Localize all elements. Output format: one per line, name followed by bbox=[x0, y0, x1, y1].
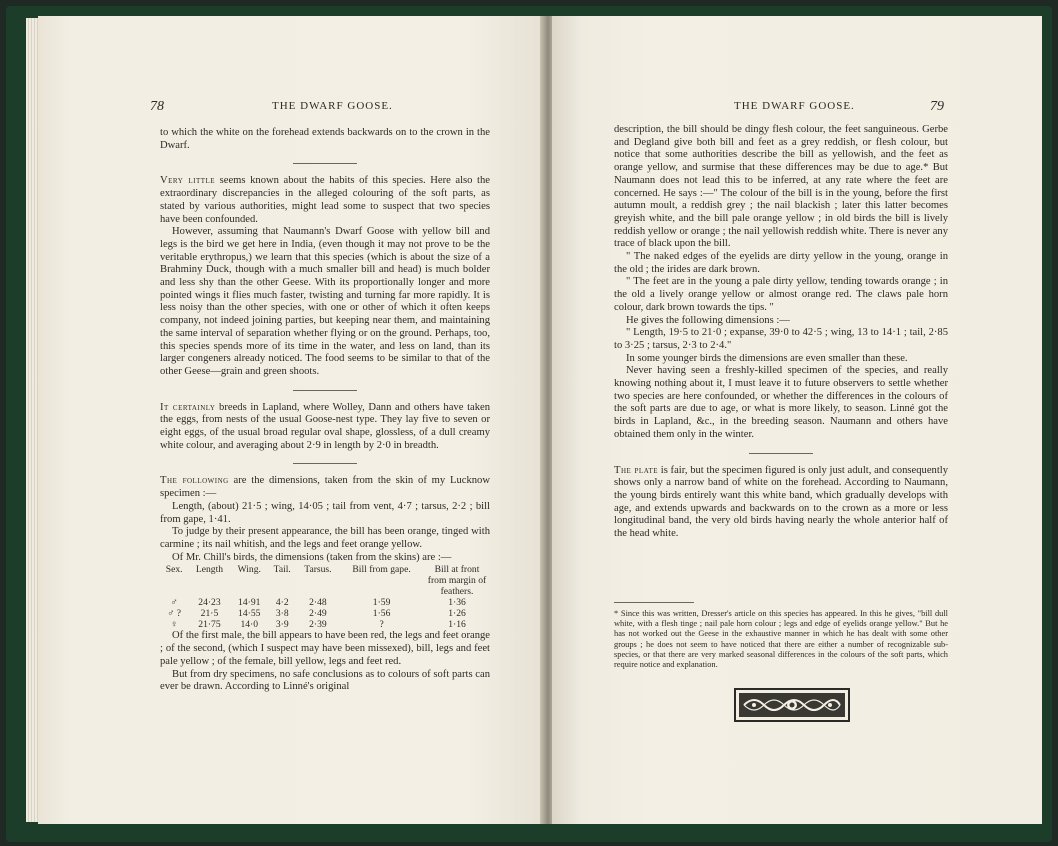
intro-paragraph: to which the white on the forehead extends backwards on to the crown in the Dwarf. bbox=[160, 127, 490, 151]
section-rule bbox=[293, 463, 357, 464]
table-header: Tarsus. bbox=[304, 564, 332, 576]
table-cell: 1·16 bbox=[448, 619, 466, 631]
footnote-block bbox=[614, 602, 948, 670]
table-cell: 1·26 bbox=[448, 608, 466, 620]
table-header-row bbox=[160, 564, 490, 597]
table-cell: ♀ bbox=[170, 619, 178, 631]
table-header: Sex. bbox=[165, 564, 183, 576]
table-cell: 14·0 bbox=[240, 619, 259, 631]
section-lead: The following bbox=[160, 475, 229, 487]
observers-paragraph: Never having seen a freshly-killed specimen of the species, and really knowing nothing about it, I must leave it to future observers to settle whether two species are here confounded, or whether the differences in the colours of the soft parts are due to age, or what is more likely, to season. Linné got the birds in Lapland, &c., in the breeding season. Naumann and others have obtained them only in the winter. bbox=[614, 365, 948, 440]
eyelids-paragraph: " The naked edges of the eyelids are dirty yellow in the young, orange in the old ; the irides are dark brown. bbox=[614, 251, 948, 275]
dimensions-intro: The following are the dimensions, taken from the skin of my Lucknow specimen :— bbox=[160, 475, 491, 500]
specimen-colours: Of the first male, the bill appears to have been red, the legs and feet orange ; of the second, (which I suspect may have been missexed), bill, legs and feet pale yellow ; of the female, bill yellow, legs and feet red. bbox=[160, 630, 490, 667]
table-cell: 2·39 bbox=[309, 619, 327, 631]
table-cell: 2·49 bbox=[309, 608, 327, 620]
table-header: Wing. bbox=[237, 564, 261, 576]
right-running-head: THE DWARF GOOSE. bbox=[734, 100, 855, 112]
table-cell: 3·9 bbox=[275, 619, 289, 631]
younger-birds: In some younger birds the dimensions are even smaller than these. bbox=[626, 352, 908, 364]
table-cell: 1·56 bbox=[372, 608, 391, 620]
table-cell: 14·55 bbox=[238, 608, 261, 620]
table-row bbox=[160, 597, 490, 608]
table-cell: 21·5 bbox=[200, 608, 219, 620]
right-text-column bbox=[614, 124, 948, 541]
table-cell: 1·59 bbox=[372, 597, 391, 609]
table-cell: 4·2 bbox=[275, 597, 289, 609]
table-cell: 24·23 bbox=[198, 597, 221, 609]
breeding-paragraph: It certainly breeds in Lapland, where Wolley, Dann and others have taken the eggs, from nests of the usual Goose-nest type. They lay five to seven or eight eggs, of the usual broad regular oval shape, glossless, of a dull creamy white colour, and averaging about 2·9 in length by 2·0 in breadth. bbox=[160, 401, 491, 451]
table-cell: ? bbox=[379, 619, 384, 631]
left-running-head: THE DWARF GOOSE. bbox=[272, 100, 393, 112]
chill-birds-intro: Of Mr. Chill's birds, the dimensions (taken from the skins) are :— bbox=[172, 551, 452, 563]
right-page-number: 79 bbox=[930, 99, 944, 114]
table-header: Bill at front from margin of feathers. bbox=[427, 564, 487, 598]
description-paragraph: description, the bill should be dingy flesh colour, the feet sanguineous. Gerbe and Degland give both bill and feet as a grey reddish, or flesh colour, but notice that some authorities describe the bill as yellowish, and the feet as orange yellow, and surmise that these differences may be due to age.* But Naumann does not lead this to be inferred, at any rate where the feet are concerned. He says :—" The colour of the bill is in the young, before the first autumn moult, a reddish grey ; the nail blackish ; later this latter becomes greyish white, and the bill pale orange yellow ; in old birds the bill is lively reddish yellow or orange ; the nail yellowish reddish white. There is never any trace of black upon the bill. bbox=[614, 124, 948, 250]
footnote-rule bbox=[614, 602, 694, 603]
naumann-dimensions: " Length, 19·5 to 21·0 ; expanse, 39·0 to 42·5 ; wing, 13 to 14·1 ; tail, 2·85 to 3·25 ; tarsus, 2·3 to 2·4." bbox=[614, 327, 948, 351]
behaviour-paragraph: However, assuming that Naumann's Dwarf Goose with yellow bill and legs is the bird we get here in India, (even though it may not prove to be the veritable erythropus,) we learn that this species (which is about the size of a Brahminy Duck, though with a much smaller bill and head) is much bolder and less shy than the other Geese. With its proportionally longer and more pointed wings it flies much faster, twisting and turning far more rapidly. It is less noisy than the other species, with one or other of which it often keeps company, not indeed joining parties, but keeping near them, and maintaining the same interval of separation whether flying or on the ground. Perhaps, too, this species spends more of its time in the water, and less on land, than its larger congeners already noticed. The food seems to be similar to that of the other Geese—grain and green shoots. bbox=[160, 226, 490, 377]
table-cell: ♂ ? bbox=[167, 608, 182, 620]
linne-paragraph: But from dry specimens, no safe conclusions as to colours of soft parts can ever be drawn. According to Linné's original bbox=[160, 668, 490, 693]
table-header: Bill from gape. bbox=[352, 564, 411, 576]
habits-paragraph: Very little seems known about the habits of this species. Here also the extraordinary discrepancies in the alleged colouring of the soft parts, as stated by various authorities, might lead some to suspect that two species have been confounded. bbox=[160, 175, 490, 225]
section-lead: The plate bbox=[614, 464, 659, 476]
left-text-column bbox=[160, 127, 490, 694]
table-cell: 14·91 bbox=[238, 597, 261, 609]
table-cell: 2·48 bbox=[309, 597, 327, 609]
section-rule bbox=[293, 163, 357, 164]
dimensions-lead: He gives the following dimensions :— bbox=[626, 314, 790, 326]
lucknow-dimensions: Length, (about) 21·5 ; wing, 14·05 ; tail from vent, 4·7 ; tarsus, 2·2 ; bill from gape, 1·41. bbox=[160, 500, 490, 525]
section-rule bbox=[293, 390, 357, 391]
table-cell: 21·75 bbox=[198, 619, 221, 631]
table-row bbox=[160, 619, 490, 630]
section-lead: Very little bbox=[160, 175, 216, 187]
colour-note: To judge by their present appearance, the bill has been orange, tinged with carmine ; its nail whitish, and the legs and feet orange yellow. bbox=[160, 526, 490, 550]
table-header: Tail. bbox=[273, 564, 291, 576]
section-lead: It certainly bbox=[160, 401, 216, 413]
plate-paragraph: The plate is fair, but the specimen figured is only just adult, and consequently shows only a narrow band of white on the forehead. According to Naumann, the young birds entirely want this white band, which gradually develops with age, and extends upwards and backwards on to the crown as a more or less longitudinal band, the very old birds having nearly the whole anterior half of the head white. bbox=[614, 464, 949, 540]
footnote: * Since this was written, Dresser's article on this species has appeared. In this he gives, "bill dull white, with a flesh tinge ; nail pale horn colour ; legs and edge of eyelids orange yellow." But he has not worked out the Geese in the exhaustive manner in which he has dealt with some other groups ; he does not seem to have noticed that there are either a number of recognizable sub-species, or that there are very marked seasonal differences in the colours of the soft parts, which require notice and explanation. bbox=[614, 609, 948, 670]
table-cell: ♂ bbox=[170, 597, 178, 609]
section-rule bbox=[749, 453, 813, 454]
ornament-icon bbox=[734, 688, 850, 722]
left-page-number: 78 bbox=[150, 99, 164, 114]
table-row bbox=[160, 608, 490, 619]
dimensions-table bbox=[160, 564, 490, 630]
table-cell: 3·8 bbox=[275, 608, 289, 620]
table-cell: 1·36 bbox=[448, 597, 466, 609]
feet-paragraph: " The feet are in the young a pale dirty yellow, tending towards orange ; in the old a lively orange yellow or almost orange red. The claws pale horn colour, dark brown towards the tips. " bbox=[614, 276, 948, 313]
table-header: Length bbox=[195, 564, 224, 576]
